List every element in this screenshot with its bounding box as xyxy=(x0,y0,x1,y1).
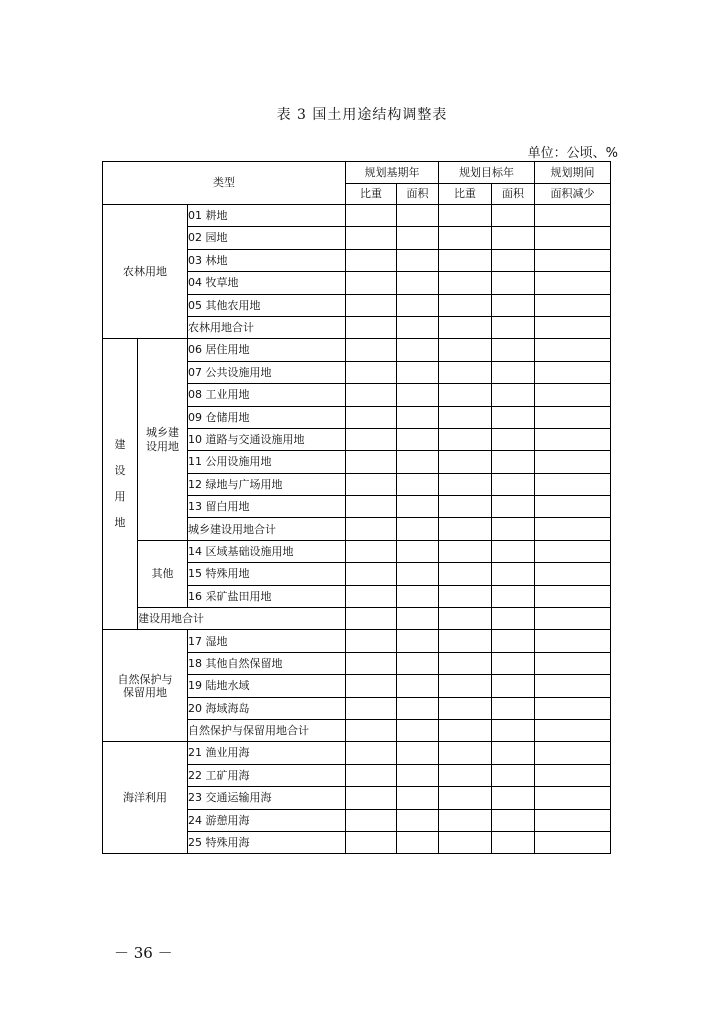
unit-label: 单位：公顷、% xyxy=(527,146,618,161)
data-cell xyxy=(439,608,492,630)
data-cell xyxy=(346,675,397,697)
data-cell xyxy=(439,518,492,540)
data-cell xyxy=(346,205,397,227)
data-cell xyxy=(346,406,397,428)
data-cell xyxy=(397,719,439,741)
data-cell xyxy=(439,272,492,294)
data-cell xyxy=(397,316,439,338)
group-ocean: 海洋利用 xyxy=(103,742,188,854)
data-cell xyxy=(439,540,492,562)
page-number: － 36 － xyxy=(114,944,173,962)
data-cell xyxy=(346,719,397,741)
row-label: 建设用地合计 xyxy=(138,608,346,630)
row-label: 01 耕地 xyxy=(188,205,346,227)
data-cell xyxy=(535,675,611,697)
data-cell xyxy=(492,249,535,271)
data-cell xyxy=(397,809,439,831)
data-cell xyxy=(492,787,535,809)
row-label: 04 牧草地 xyxy=(188,272,346,294)
data-cell xyxy=(535,205,611,227)
data-cell xyxy=(439,652,492,674)
type-header: 类型 xyxy=(103,162,346,205)
data-cell xyxy=(439,406,492,428)
data-cell xyxy=(492,451,535,473)
data-cell xyxy=(346,787,397,809)
base-year-header: 规划基期年 xyxy=(346,162,439,184)
data-cell xyxy=(439,675,492,697)
data-cell xyxy=(535,809,611,831)
land-use-table xyxy=(102,161,611,854)
data-cell xyxy=(492,764,535,786)
data-cell xyxy=(397,205,439,227)
base-area-header: 面积 xyxy=(397,183,439,205)
data-cell xyxy=(346,272,397,294)
data-cell xyxy=(346,831,397,853)
data-cell xyxy=(535,787,611,809)
row-label: 05 其他农用地 xyxy=(188,294,346,316)
data-cell xyxy=(346,339,397,361)
data-cell xyxy=(397,473,439,495)
period-reduction-line2: 面积减少 xyxy=(550,187,595,201)
row-label: 08 工业用地 xyxy=(188,384,346,406)
data-cell xyxy=(535,339,611,361)
data-cell xyxy=(346,249,397,271)
data-cell xyxy=(492,339,535,361)
data-cell xyxy=(346,652,397,674)
data-cell xyxy=(439,831,492,853)
data-cell xyxy=(492,540,535,562)
table-row xyxy=(103,630,611,652)
data-cell xyxy=(397,518,439,540)
data-cell xyxy=(535,764,611,786)
target-ratio-header: 比重 xyxy=(439,183,492,205)
data-cell xyxy=(492,719,535,741)
row-label: 19 陆地水域 xyxy=(188,675,346,697)
row-label: 03 林地 xyxy=(188,249,346,271)
data-cell xyxy=(535,742,611,764)
group-urban-rural xyxy=(138,339,188,541)
data-cell xyxy=(397,675,439,697)
data-cell xyxy=(346,608,397,630)
table-row xyxy=(103,339,611,361)
data-cell xyxy=(535,294,611,316)
data-cell xyxy=(346,742,397,764)
base-ratio-header: 比重 xyxy=(346,183,397,205)
data-cell xyxy=(535,473,611,495)
data-cell xyxy=(397,361,439,383)
data-cell xyxy=(439,451,492,473)
data-cell xyxy=(492,563,535,585)
data-cell xyxy=(492,809,535,831)
data-cell xyxy=(397,428,439,450)
data-cell xyxy=(535,496,611,518)
data-cell xyxy=(346,294,397,316)
data-cell xyxy=(535,697,611,719)
data-cell xyxy=(397,406,439,428)
data-cell xyxy=(492,831,535,853)
data-cell xyxy=(492,361,535,383)
data-cell xyxy=(346,361,397,383)
data-cell xyxy=(492,742,535,764)
data-cell xyxy=(439,787,492,809)
data-cell xyxy=(439,697,492,719)
data-cell xyxy=(397,697,439,719)
data-cell xyxy=(346,697,397,719)
data-cell xyxy=(346,630,397,652)
target-year-header: 规划目标年 xyxy=(439,162,535,184)
group-nature xyxy=(103,630,188,742)
data-cell xyxy=(535,630,611,652)
group-nature-line1: 自然保护与 xyxy=(117,672,173,686)
data-cell xyxy=(439,249,492,271)
data-cell xyxy=(346,540,397,562)
data-cell xyxy=(397,585,439,607)
row-label: 15 特殊用地 xyxy=(188,563,346,585)
data-cell xyxy=(535,249,611,271)
data-cell xyxy=(439,719,492,741)
data-cell xyxy=(492,675,535,697)
data-cell xyxy=(439,742,492,764)
table-row xyxy=(103,540,611,562)
data-cell xyxy=(439,339,492,361)
row-label: 23 交通运输用海 xyxy=(188,787,346,809)
data-cell xyxy=(397,272,439,294)
row-label: 20 海域海岛 xyxy=(188,697,346,719)
data-cell xyxy=(346,585,397,607)
data-cell xyxy=(439,585,492,607)
data-cell xyxy=(397,652,439,674)
row-label: 11 公用设施用地 xyxy=(188,451,346,473)
data-cell xyxy=(492,652,535,674)
data-cell xyxy=(535,227,611,249)
data-cell xyxy=(535,608,611,630)
data-cell xyxy=(535,406,611,428)
data-cell xyxy=(346,227,397,249)
data-cell xyxy=(535,563,611,585)
row-label: 12 绿地与广场用地 xyxy=(188,473,346,495)
data-cell xyxy=(439,563,492,585)
data-cell xyxy=(535,316,611,338)
row-label: 06 居住用地 xyxy=(188,339,346,361)
data-cell xyxy=(439,496,492,518)
data-cell xyxy=(492,428,535,450)
data-cell xyxy=(535,361,611,383)
row-label: 城乡建设用地合计 xyxy=(188,518,346,540)
data-cell xyxy=(439,227,492,249)
data-cell xyxy=(535,384,611,406)
period-reduction-subheader xyxy=(535,183,611,205)
data-cell xyxy=(492,406,535,428)
row-label: 22 工矿用海 xyxy=(188,764,346,786)
data-cell xyxy=(439,205,492,227)
data-cell xyxy=(535,272,611,294)
group-nature-line2: 保留用地 xyxy=(123,685,167,699)
data-cell xyxy=(346,809,397,831)
data-cell xyxy=(492,608,535,630)
data-cell xyxy=(492,294,535,316)
group-other: 其他 xyxy=(138,540,188,607)
data-cell xyxy=(346,518,397,540)
vertical-group-label: 建设用地 xyxy=(114,438,126,530)
target-area-header: 面积 xyxy=(492,183,535,205)
data-cell xyxy=(535,652,611,674)
data-cell xyxy=(492,496,535,518)
group-urban-rural-line2: 设用地 xyxy=(146,439,179,453)
data-cell xyxy=(439,384,492,406)
row-label: 17 湿地 xyxy=(188,630,346,652)
data-cell xyxy=(492,585,535,607)
data-cell xyxy=(346,451,397,473)
group-construction xyxy=(103,339,138,630)
data-cell xyxy=(535,585,611,607)
data-cell xyxy=(397,563,439,585)
data-cell xyxy=(492,697,535,719)
data-cell xyxy=(439,764,492,786)
data-cell xyxy=(439,361,492,383)
data-cell xyxy=(397,764,439,786)
data-cell xyxy=(439,809,492,831)
row-label: 02 园地 xyxy=(188,227,346,249)
data-cell xyxy=(439,294,492,316)
row-label: 13 留白用地 xyxy=(188,496,346,518)
data-cell xyxy=(346,563,397,585)
data-cell xyxy=(439,428,492,450)
group-urban-rural-line1: 城乡建 xyxy=(146,426,179,440)
data-cell xyxy=(492,205,535,227)
row-label: 自然保护与保留用地合计 xyxy=(188,719,346,741)
data-cell xyxy=(492,227,535,249)
table-title: 表 3 国土用途结构调整表 xyxy=(276,107,448,123)
data-cell xyxy=(492,316,535,338)
data-cell xyxy=(439,473,492,495)
data-cell xyxy=(535,540,611,562)
row-label: 07 公共设施用地 xyxy=(188,361,346,383)
row-label: 21 渔业用海 xyxy=(188,742,346,764)
data-cell xyxy=(346,316,397,338)
data-cell xyxy=(492,473,535,495)
data-cell xyxy=(397,249,439,271)
data-cell xyxy=(346,473,397,495)
data-cell xyxy=(397,496,439,518)
row-label: 24 游憩用海 xyxy=(188,809,346,831)
data-cell xyxy=(535,719,611,741)
data-cell xyxy=(535,451,611,473)
period-reduction-header xyxy=(535,162,611,184)
row-label: 10 道路与交通设施用地 xyxy=(188,428,346,450)
data-cell xyxy=(492,272,535,294)
row-label: 25 特殊用海 xyxy=(188,831,346,853)
table-row xyxy=(103,742,611,764)
data-cell xyxy=(535,831,611,853)
data-cell xyxy=(346,384,397,406)
data-cell xyxy=(535,518,611,540)
data-cell xyxy=(439,316,492,338)
data-cell xyxy=(346,496,397,518)
data-cell xyxy=(397,227,439,249)
row-label: 14 区域基础设施用地 xyxy=(188,540,346,562)
group-agri: 农林用地 xyxy=(103,205,188,339)
data-cell xyxy=(346,764,397,786)
data-cell xyxy=(397,742,439,764)
period-reduction-line1: 规划期间 xyxy=(550,165,595,179)
data-cell xyxy=(492,384,535,406)
data-cell xyxy=(492,518,535,540)
data-cell xyxy=(492,630,535,652)
row-label: 农林用地合计 xyxy=(188,316,346,338)
row-label: 18 其他自然保留地 xyxy=(188,652,346,674)
data-cell xyxy=(346,428,397,450)
data-cell xyxy=(397,831,439,853)
data-cell xyxy=(397,540,439,562)
row-label: 16 采矿盐田用地 xyxy=(188,585,346,607)
data-cell xyxy=(397,630,439,652)
data-cell xyxy=(439,630,492,652)
data-cell xyxy=(397,608,439,630)
data-cell xyxy=(535,428,611,450)
table-row xyxy=(103,608,611,630)
data-cell xyxy=(397,451,439,473)
data-cell xyxy=(397,339,439,361)
row-label: 09 仓储用地 xyxy=(188,406,346,428)
data-cell xyxy=(397,384,439,406)
table-row xyxy=(103,205,611,227)
data-cell xyxy=(397,787,439,809)
data-cell xyxy=(397,294,439,316)
